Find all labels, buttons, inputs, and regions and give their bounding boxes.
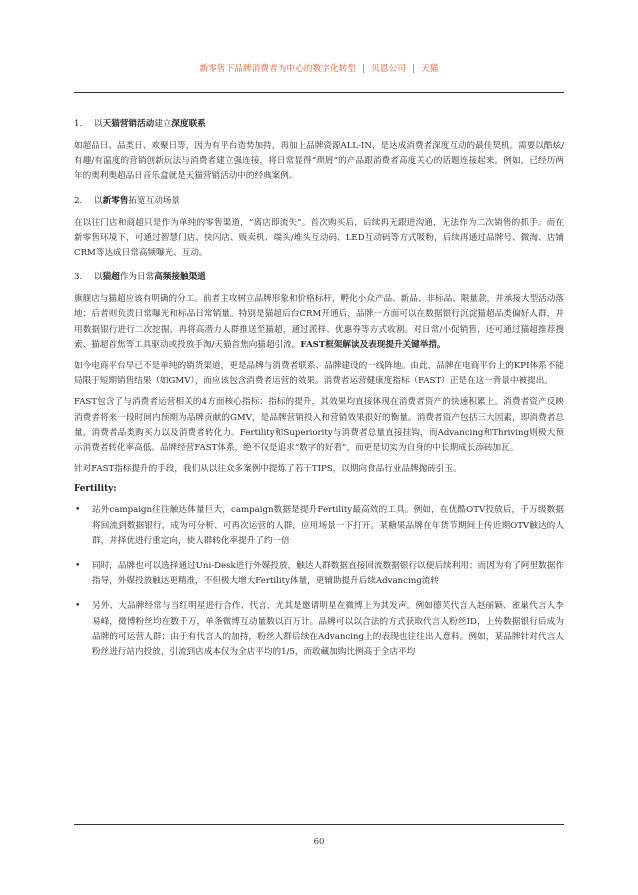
paragraph-text: 旗舰店与猫超应该有明确的分工。前者主攻树立品牌形象和价格标杆，孵化小众产品、新品、非标品、限量款，并承接大型活动落地；后者则负责日常曝光和标品日常销量。特别是猫超后台CRM开通后，品牌一方面可以在数据银行沉淀猫超品类偏好人群，并用数据银行进行二次挖掘，再将高潜力人群推送至猫超，通过派样、优惠券等方式收割。对日常/小促销售，还可通过猫超推荐搜索、猫超首焦等工具驱动或投放手淘/天猫首焦向猫超引流。 (74, 294, 564, 350)
heading-text: 拓宽互动场景 (128, 195, 180, 206)
page-body (74, 118, 564, 670)
bullet-icon: • (75, 561, 81, 572)
paragraph: 如今电商平台早已不是单纯的销货渠道，更是品牌与消费者联系、品牌建设的一线阵地。由此，品牌在电商平台上的KPI体系不能局限于短期销售结果（如GMV），而应该包含消费者运营的效果。消费者运营健康度指标（FAST）正是在这一背景中被提出。 (74, 361, 564, 387)
fertility-bullet-list (74, 503, 564, 660)
heading-bold: 天猫营销活动 (102, 119, 155, 129)
section-heading-1 (74, 118, 564, 131)
heading-text: 以 (94, 195, 103, 206)
paragraph: 如超品日、品类日、欢聚日等，因为有平台造势加持，再加上品牌资源ALL-IN，是达成消费者深度互动的最佳契机。需要以酷炫/有趣/有温度的营销创新玩法与消费者建立强连接，将日常显得“琐屑”的产品跟消费者高度关心的话题连接起来。例如，已经历两年的奥利奥超品日音乐盒就是天猫营销活动中的经典案例。 (74, 141, 564, 182)
heading-bold: 新零售 (102, 195, 129, 206)
header-title: 新零售下品牌消费者为中心的数字化转型 (199, 64, 357, 74)
section-heading-3 (74, 271, 564, 284)
section-number: 2. (74, 195, 83, 206)
header-separator: | (412, 64, 416, 74)
list-item-text: 另外、大品牌经常与当红明星进行合作、代言，尤其是邀请明星在微博上为其发声。例如德芙代言人赵丽颖、雀巢代言人李易峰，微博粉丝均在数千万，单条微博互动量数以百万计。品牌可以以合法的方式获取代言人粉丝ID，上传数据银行后成为品牌的可运营人群；由于有代言人的加持，粉丝人群后续在Advancing上的表现也往往出人意料。例如，某品牌针对代言人粉丝进行站内投放，引流到店成本仅为全店平均的1/5，而收藏加购比例高于全店平均 (92, 601, 564, 658)
section-number: 1. (74, 119, 83, 129)
heading-bold: 猫超 (102, 272, 120, 283)
paragraph-bold: FAST框架解读及表现提升关键举措。 (300, 339, 446, 350)
header-partner: 天猫 (421, 64, 439, 74)
list-item (74, 559, 564, 589)
list-item-text: 站外campaign往往触达体量巨大，campaign数据是提升Fertility最高效的工具。例如，在优酷OTV投放后，千万级数据将回流到数据银行，成为可分析、可再次运营的人群，应用场景一下打开。某糖果品牌在年货节期间上传近期OTV触达的人群，并择优进行重定向，使人群转化率提升了约一倍 (92, 505, 564, 546)
list-item-text: 同时，品牌也可以选择通过Uni-Desk进行外媒投放，触达人群数据直接回流数据银行以便后续利用；而因为有了阿里数据作指导，外媒投放触达更精准，不但极大增大Fertility体量，更辅助提升后续Advancing流转 (92, 561, 564, 587)
running-header (0, 62, 638, 74)
heading-text: 作为日常 (119, 272, 155, 283)
footer-divider (74, 824, 564, 825)
heading-bold: 深度联系 (171, 119, 206, 129)
header-company: 贝恩公司 (371, 64, 406, 74)
list-item (74, 599, 564, 660)
page-number: 60 (313, 837, 325, 847)
header-separator: | (362, 64, 366, 74)
heading-text: 以 (94, 119, 103, 129)
heading-bold: 高频接触渠道 (154, 272, 206, 283)
paragraph: 在以往门店和商超只是作为单纯的零售渠道，“离店即流失”。首次购买后，后续再无跟进沟通，无法作为二次销售的抓手。而在新零售环境下，可通过智慧门店、快闪店、贩卖机、端头/堆头互动码、LED互动码等方式吸粉，后续再通过品牌号、微淘、店铺CRM等达成日常高频曝光、互动。 (74, 217, 564, 259)
section-heading-2 (74, 195, 564, 208)
heading-text: 以 (94, 272, 103, 283)
section-number: 3. (74, 272, 83, 283)
bullet-icon: • (75, 505, 81, 516)
bullet-icon: • (75, 601, 81, 612)
fertility-label: Fertility: (74, 484, 117, 495)
header-divider (74, 92, 564, 93)
list-item (74, 503, 564, 549)
paragraph: FAST包含了与消费者运营相关的4方面核心指标：指标的提升，其效果均直接体现在消费者资产的快速积累上。消费者资产反映消费者将来一段时间内预期为品牌贡献的GMV，是品牌营销投入和营销效果很好的衡量。消费者资产包括三大因素，即消费者总量，消费者品类购买力以及消费者转化力。Fertility和Superiority与消费者总量直接挂钩，而Advancing和Thriving则极大预示消费者转化率高低。品牌经营FAST体系，绝不仅是追求“数字的好看”，而更是切实为自身的中长期成长添砖加瓦。 (74, 397, 564, 454)
heading-text: 建立 (154, 119, 172, 129)
paragraph (74, 292, 564, 353)
paragraph: 针对FAST指标提升的手段，我们从以往众多案例中提炼了若干TIPS，以期向食品行业品牌抛砖引玉。 (74, 464, 462, 475)
